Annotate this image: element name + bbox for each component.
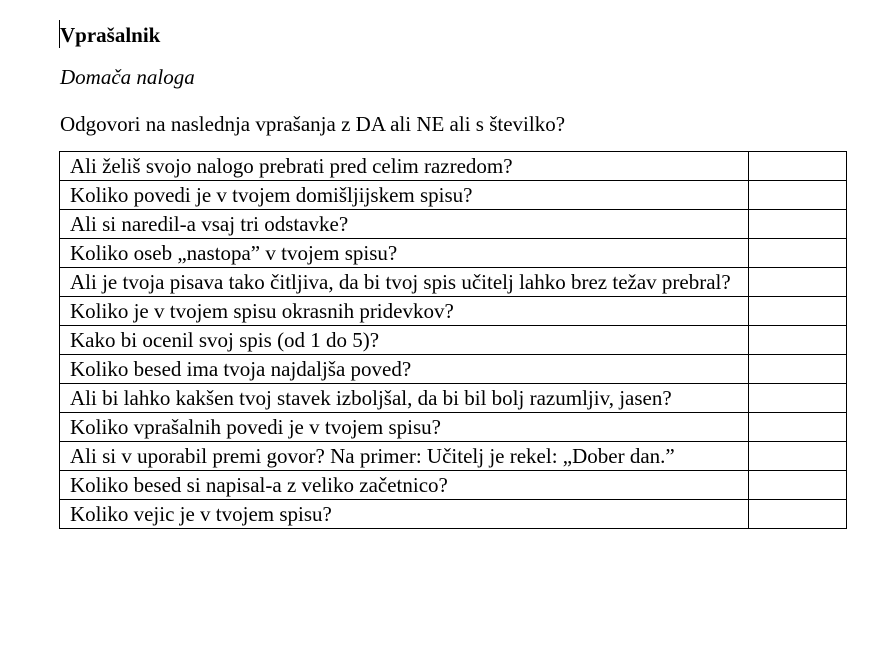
question-cell: Ali si v uporabil premi govor? Na primer: Učitelj je rekel: „Dober dan.” <box>60 442 749 471</box>
table-row <box>60 239 847 268</box>
instruction-text: Odgovori na naslednja vprašanja z DA ali NE ali s številko? <box>60 112 566 136</box>
answer-cell[interactable] <box>749 152 847 181</box>
table-row <box>60 471 847 500</box>
question-cell: Koliko besed si napisal-a z veliko začetnico? <box>60 471 749 500</box>
question-cell: Koliko je v tvojem spisu okrasnih pridevkov? <box>60 297 749 326</box>
table-row <box>60 268 847 297</box>
answer-cell[interactable] <box>749 210 847 239</box>
answer-cell[interactable] <box>749 268 847 297</box>
answer-cell[interactable] <box>749 384 847 413</box>
question-cell: Koliko besed ima tvoja najdaljša poved? <box>60 355 749 384</box>
answer-cell[interactable] <box>749 355 847 384</box>
answer-cell[interactable] <box>749 413 847 442</box>
answer-cell[interactable] <box>749 442 847 471</box>
answer-cell[interactable] <box>749 500 847 529</box>
question-cell: Kako bi ocenil svoj spis (od 1 do 5)? <box>60 326 749 355</box>
question-cell: Ali je tvoja pisava tako čitljiva, da bi tvoj spis učitelj lahko brez težav prebral? <box>60 268 749 297</box>
question-cell: Ali želiš svojo nalogo prebrati pred celim razredom? <box>60 152 749 181</box>
document-title: Vprašalnik <box>60 23 161 47</box>
table-row <box>60 210 847 239</box>
table-row <box>60 355 847 384</box>
table-row <box>60 181 847 210</box>
table-row <box>60 413 847 442</box>
table-row <box>60 500 847 529</box>
question-cell: Koliko vejic je v tvojem spisu? <box>60 500 749 529</box>
answer-cell[interactable] <box>749 471 847 500</box>
questionnaire-table <box>59 151 847 529</box>
question-cell: Koliko povedi je v tvojem domišljijskem spisu? <box>60 181 749 210</box>
question-cell: Koliko vprašalnih povedi je v tvojem spisu? <box>60 413 749 442</box>
question-cell: Ali bi lahko kakšen tvoj stavek izboljšal, da bi bil bolj razumljiv, jasen? <box>60 384 749 413</box>
answer-cell[interactable] <box>749 326 847 355</box>
document-subtitle: Domača naloga <box>60 65 195 89</box>
question-cell: Koliko oseb „nastopa” v tvojem spisu? <box>60 239 749 268</box>
answer-cell[interactable] <box>749 239 847 268</box>
table-row <box>60 326 847 355</box>
answer-cell[interactable] <box>749 297 847 326</box>
table-row <box>60 384 847 413</box>
answer-cell[interactable] <box>749 181 847 210</box>
table-row <box>60 297 847 326</box>
question-cell: Ali si naredil-a vsaj tri odstavke? <box>60 210 749 239</box>
table-row <box>60 152 847 181</box>
table-row <box>60 442 847 471</box>
